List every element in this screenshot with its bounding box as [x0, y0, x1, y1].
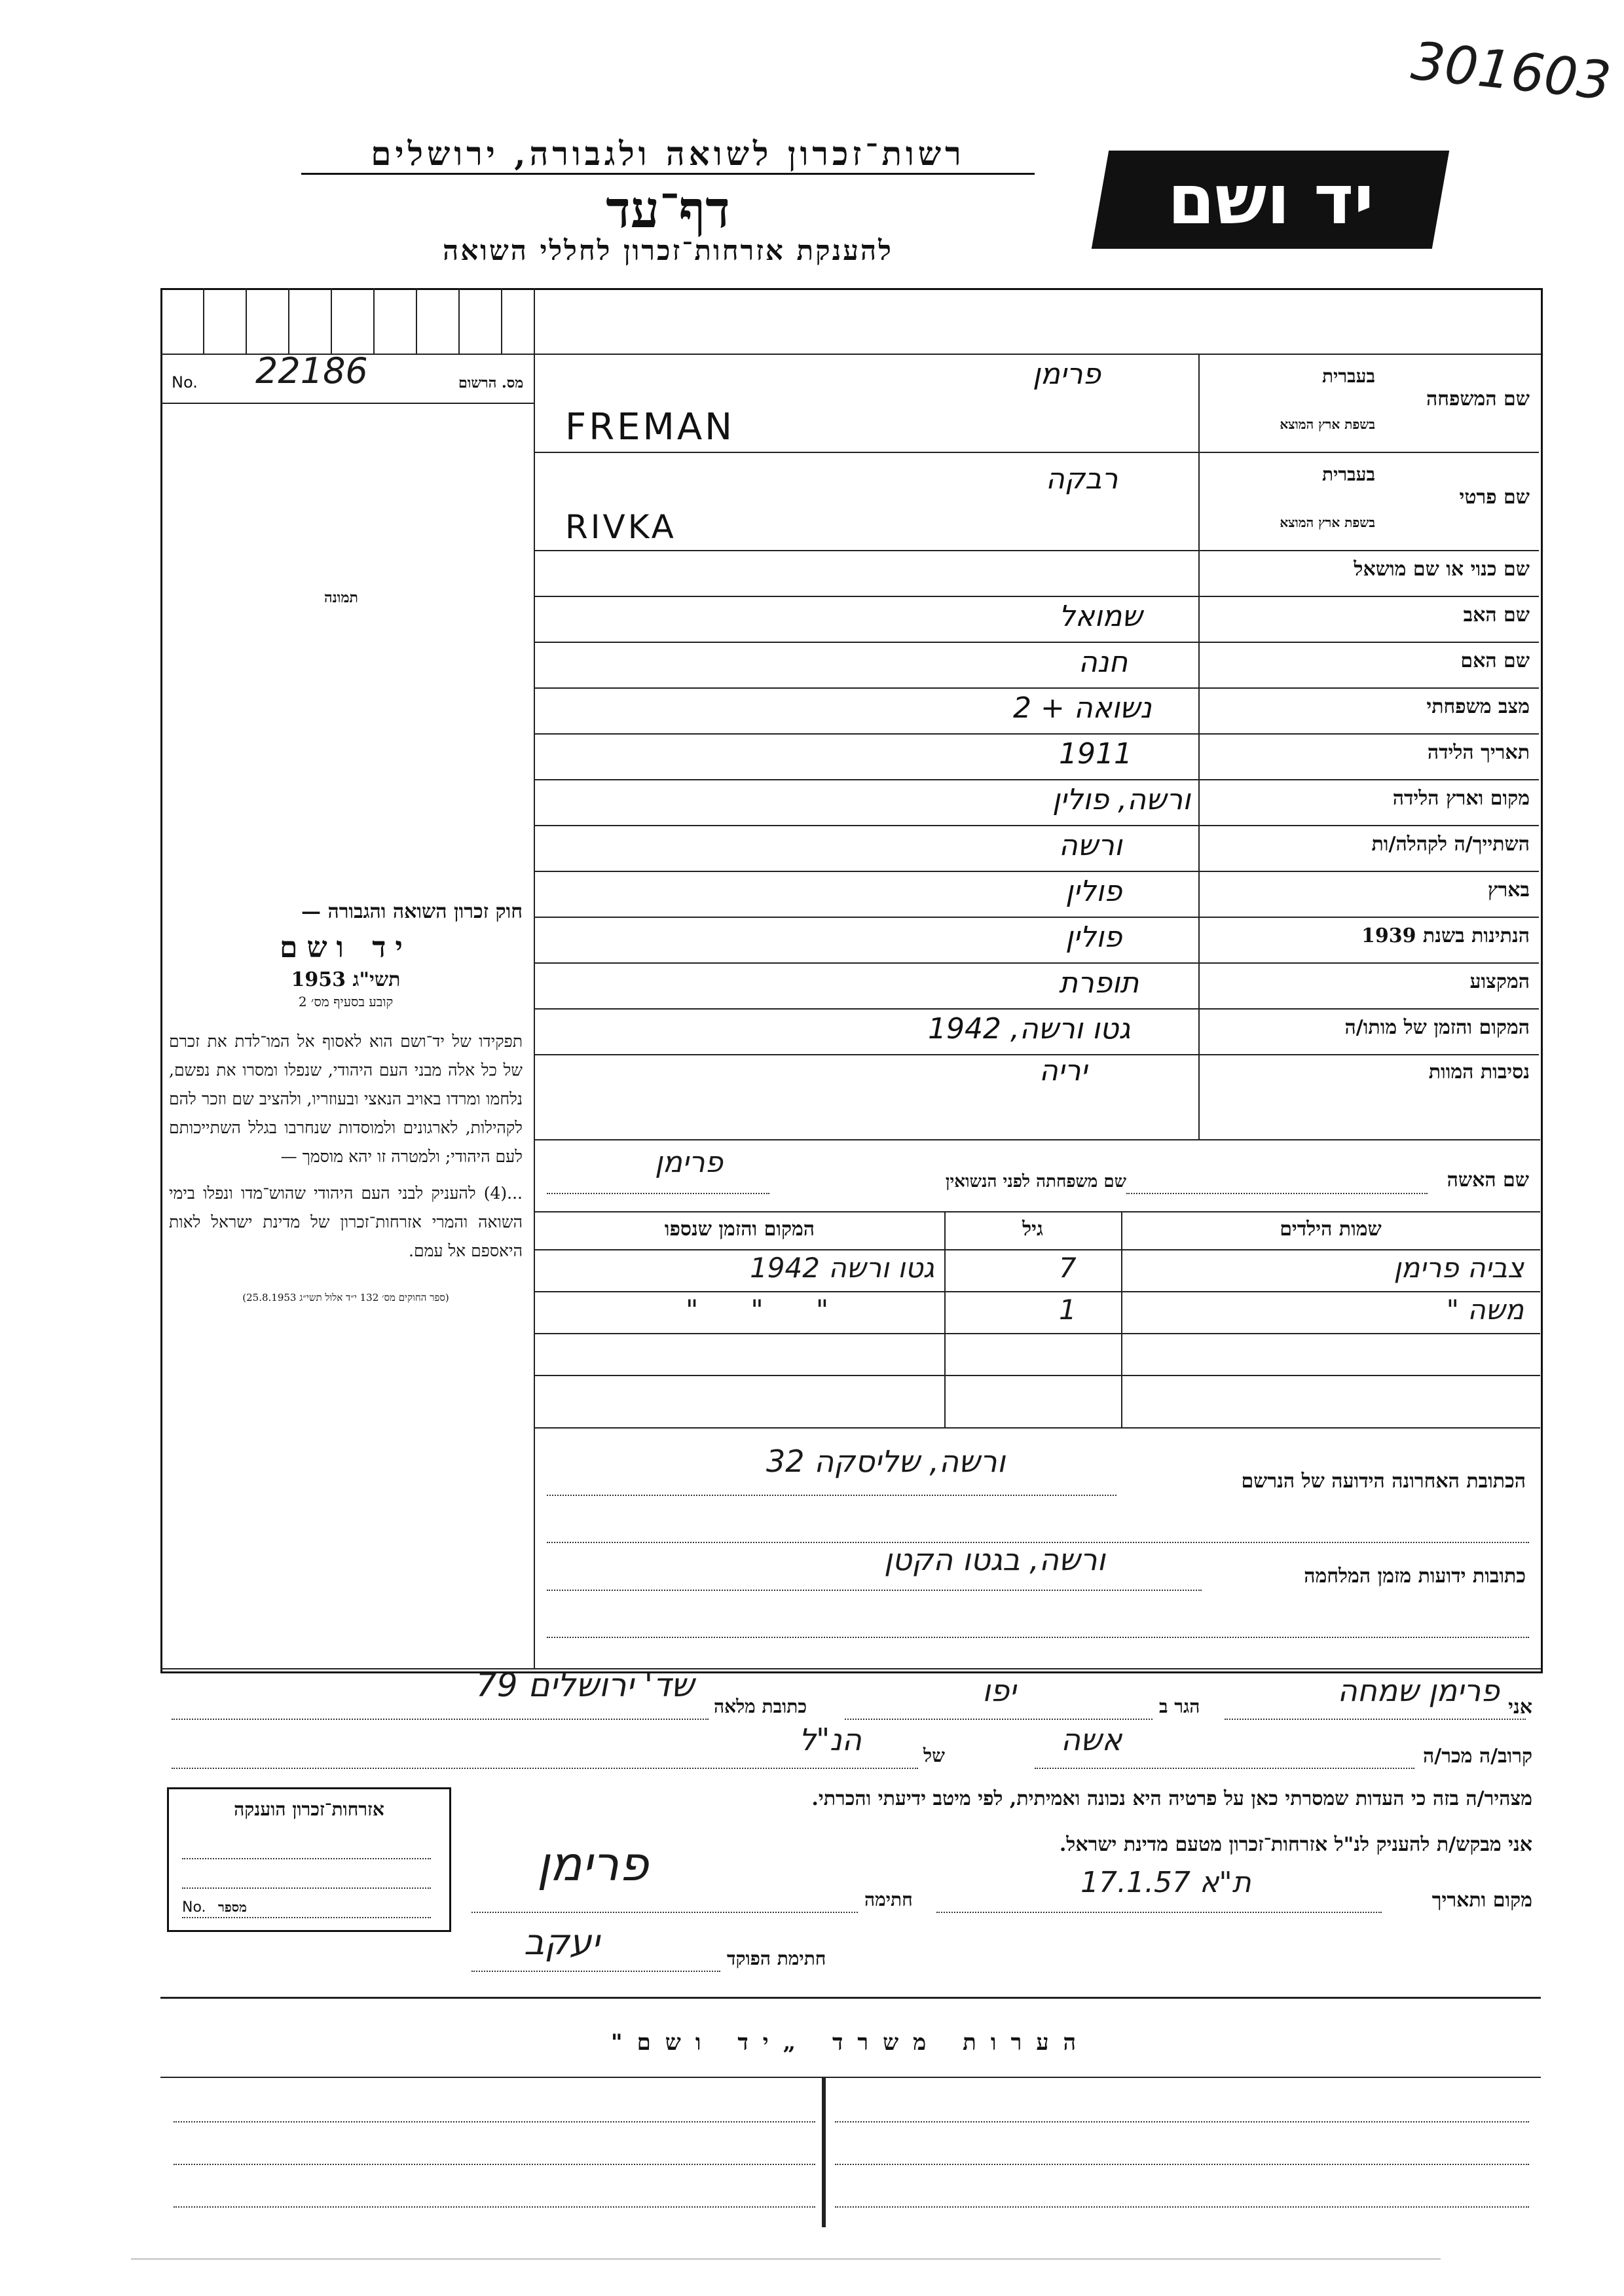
- law-clause: קובע בסעיף מס׳ 2: [298, 994, 394, 1010]
- children-age-header: גיל: [1022, 1218, 1043, 1241]
- mother-label: שם האם: [1460, 649, 1530, 672]
- citizenship-box-no-he: מספר: [218, 1899, 247, 1915]
- death-circumstances-label: נסיבות המוות: [1428, 1061, 1530, 1084]
- last-address-value: ורשה, שליסקה 32: [766, 1444, 1006, 1479]
- declarant-city: יפו: [982, 1673, 1016, 1708]
- father-value: שמואל: [1059, 600, 1143, 633]
- spouse-value: פרימן: [655, 1146, 724, 1179]
- marital-value: נשואה + 2: [1013, 691, 1152, 725]
- citizenship-box-title: אזרחות־זכרון הוענקה: [234, 1798, 384, 1820]
- family-name-sub-he: בעברית: [1321, 365, 1375, 387]
- registration-number: 22186: [255, 350, 368, 392]
- citizenship-granted-box: [167, 1787, 451, 1932]
- father-label: שם האב: [1463, 604, 1530, 627]
- declarant-signature: פרימן: [537, 1836, 649, 1891]
- death-place-value: גטו ורשה, 1942: [928, 1012, 1131, 1046]
- of-value: הנ"ל: [799, 1722, 862, 1757]
- full-address-label: כתובת מלאה: [714, 1696, 807, 1717]
- notes-title: הערות משרד „יד ושם": [610, 2030, 1091, 2056]
- law-paragraph-1: תפקידו של יד־ושם הוא לאסוף אל המו־לדת את זכרם של כל אלה מבני העם היהודי, שנפלו ומסרו את נפשם, נלחמו ומרדו באויב הנאצי ובעוזריו, ולהציב שם וזכר להם לקהילות, לארגונים ולמוסדות שנחרבו בגלל השתייכותם לעם היהודי; ולמטרה זו יהא מוסמך —: [169, 1032, 523, 1166]
- death-place-label: המקום והזמן של מותו/ה: [1344, 1016, 1530, 1039]
- profession-value: תופרת: [1059, 966, 1139, 1000]
- form-title: דף־עד: [606, 180, 730, 240]
- children-names-header: שמות הילדים: [1280, 1218, 1382, 1241]
- officer-signature-label: חתימת הפוקד: [727, 1948, 826, 1969]
- citizenship-value: פולין: [1065, 920, 1122, 954]
- family-name-label-cell: [1198, 354, 1539, 452]
- child-place: גטו ורשה 1942: [750, 1252, 934, 1284]
- birth-date-label: תאריך הלידה: [1427, 741, 1530, 764]
- registration-no-label: No.: [172, 373, 198, 392]
- spouse-sub-label: שם משפחתה לפני הנשואין: [945, 1172, 1126, 1192]
- country-value: פולין: [1065, 875, 1122, 908]
- law-year: תשי"ג 1953: [291, 968, 401, 991]
- citizenship-label: הנתינות בשנת 1939: [1361, 924, 1530, 947]
- family-name-sub-native: בשפת ארץ המוצא: [1280, 416, 1375, 432]
- registration-he-label: מס. הרשום: [458, 374, 524, 392]
- birth-place-value: ורשה, פולין: [1052, 783, 1191, 816]
- law-name: יד ושם: [280, 931, 412, 964]
- community-value: ורשה: [1059, 829, 1122, 862]
- last-address-label: הכתובת האחרונה הידועה של הנרשם: [1241, 1470, 1526, 1493]
- spouse-label: שם האשה: [1447, 1169, 1529, 1192]
- relation-value: אשה: [1061, 1722, 1122, 1757]
- war-address-value: ורשה, בגטו הקטן: [884, 1542, 1105, 1577]
- first-name-sub-native: בשפת ארץ המוצא: [1280, 515, 1375, 530]
- child-age: 7: [1059, 1252, 1077, 1284]
- country-label: בארץ: [1487, 879, 1530, 902]
- law-text: [169, 900, 523, 1304]
- form-subtitle: להענקת אזרחות־זכרון לחללי השואה: [443, 234, 893, 266]
- mother-value: חנה: [1079, 646, 1128, 679]
- child-age: 1: [1059, 1294, 1077, 1326]
- family-name-he-value: פרימן: [1033, 357, 1101, 391]
- relative-label: קרוב/ה מכר/ה: [1423, 1745, 1532, 1768]
- table-row: [535, 1333, 1540, 1375]
- citizenship-box-no-label: No.: [182, 1899, 206, 1916]
- first-name-he-value: רבקה: [1046, 462, 1118, 496]
- officer-signature: יעקב: [524, 1922, 600, 1963]
- birth-place-label: מקום וארץ הלידה: [1392, 787, 1530, 810]
- photo-label: תמונה: [324, 589, 358, 606]
- place-date-label: מקום ותאריך: [1431, 1889, 1532, 1912]
- declaration-text: מצהיר/ה בזה כי העדות שמסרתי כאן על פרטיה היא נכונה ואמיתית, לפי מיטב ידיעתי והכרתי.: [811, 1787, 1532, 1810]
- child-place: " " ": [686, 1294, 829, 1326]
- signature-label: חתימה: [864, 1889, 913, 1910]
- logo-text: יד ושם: [1167, 160, 1374, 240]
- nickname-label: שם כנוי או שם מושאל: [1354, 558, 1530, 581]
- marital-label: מצב משפחתי: [1426, 695, 1530, 718]
- children-table: [535, 1211, 1540, 1427]
- death-circumstances-value: יריה: [1039, 1054, 1088, 1087]
- profession-label: המקצוע: [1469, 970, 1530, 993]
- fields-table: [535, 354, 1539, 1139]
- declarant-i-label: אני: [1508, 1696, 1532, 1719]
- table-row: [535, 1291, 1540, 1333]
- community-label: השתייך/ה לקהלה/ות: [1371, 833, 1530, 856]
- declarant-living-label: הגר ב: [1159, 1696, 1200, 1717]
- law-title: חוק זכרון השואה והגבורה —: [301, 900, 523, 923]
- table-row: [535, 1375, 1540, 1417]
- first-name-label: שם פרטי: [1459, 486, 1530, 509]
- first-name-sub-he: בעברית: [1321, 464, 1375, 485]
- first-name-native-value: RIVKA: [565, 508, 676, 546]
- birth-date-value: 1911: [1059, 737, 1132, 771]
- full-address-value: שד' ירושלים 79: [475, 1666, 694, 1704]
- place-date-value: ת"א 17.1.57: [1080, 1866, 1251, 1899]
- authority-name: רשות־זכרון לשואה ולגבורה, ירושלים: [301, 134, 1035, 175]
- child-name: משה ": [1446, 1294, 1524, 1326]
- document-number: 301603: [1408, 30, 1614, 112]
- children-place-header: המקום והזמן שנספו: [664, 1218, 815, 1241]
- law-reference: (ספר החוקים מס׳ 132 י״ד אלול תשי״ג 25.8.1953): [242, 1292, 449, 1303]
- of-label: של: [923, 1745, 945, 1766]
- yad-vashem-logo: [1092, 151, 1449, 249]
- first-name-label-cell: [1198, 452, 1539, 550]
- law-paragraph-2: ...(4) להעניק לבני העם היהודי שהוש־מדו ונפלו בימי השואה והמרי אזרחות־זכרון של מדינת ישראל לאות היאספם אל עמם.: [169, 1184, 523, 1260]
- child-name: צביה פרימן: [1393, 1252, 1524, 1284]
- war-address-label: כתובות ידועות מזמן המלחמה: [1304, 1565, 1526, 1588]
- declarant-name: פרימן שמחה: [1337, 1673, 1500, 1708]
- family-name-label: שם המשפחה: [1426, 388, 1530, 410]
- table-row: [535, 1249, 1540, 1291]
- family-name-native-value: FREMAN: [565, 406, 735, 448]
- request-text: אני מבקש/ת להעניק לנ"ל אזרחות־זכרון מטעם מדינת ישראל.: [1059, 1833, 1532, 1856]
